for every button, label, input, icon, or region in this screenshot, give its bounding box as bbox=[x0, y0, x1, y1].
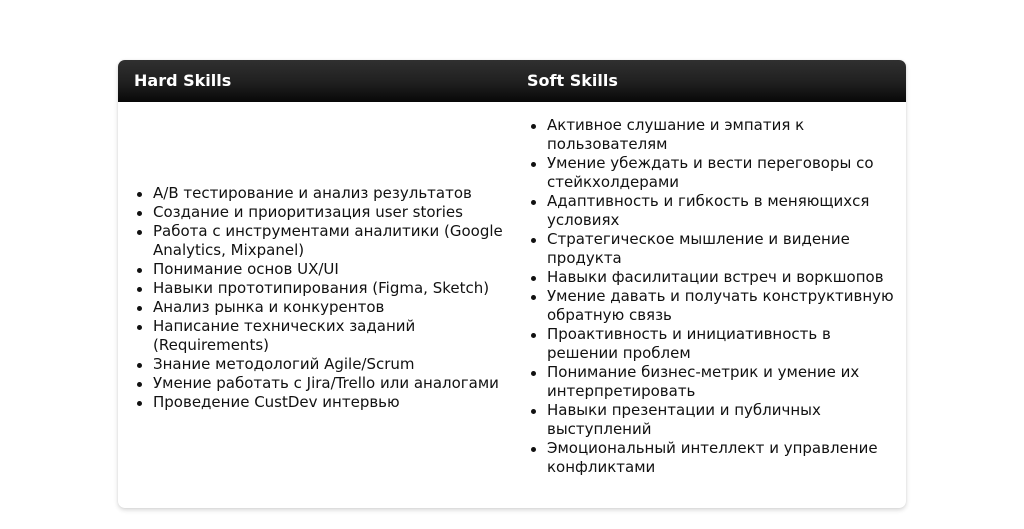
hard-skills-header: Hard Skills bbox=[134, 71, 232, 90]
soft-skills-list bbox=[547, 116, 894, 477]
list-item: Понимание основ UX/UI bbox=[153, 260, 504, 279]
list-item: Навыки презентации и публичных выступлений bbox=[547, 401, 894, 439]
list-item: Умение работать с Jira/Trello или аналогами bbox=[153, 374, 504, 393]
skills-table bbox=[118, 60, 906, 508]
soft-skills-header: Soft Skills bbox=[527, 71, 618, 90]
list-item: Умение давать и получать конструктивную обратную связь bbox=[547, 287, 894, 324]
soft-skills-column bbox=[512, 102, 906, 508]
list-item: A/B тестирование и анализ результатов bbox=[153, 184, 504, 203]
table-header bbox=[118, 60, 906, 102]
list-item: Стратегическое мышление и видение продукта bbox=[547, 230, 894, 268]
hard-skills-column bbox=[118, 102, 512, 508]
list-item: Знание методологий Agile/Scrum bbox=[153, 355, 504, 374]
list-item: Адаптивность и гибкость в меняющихся условиях bbox=[547, 192, 894, 230]
list-item: Создание и приоритизация user stories bbox=[153, 203, 504, 222]
list-item: Активное слушание и эмпатия к пользователям bbox=[547, 116, 894, 154]
list-item: Написание технических заданий (Requirements) bbox=[153, 317, 504, 355]
list-item: Проведение CustDev интервью bbox=[153, 393, 504, 412]
list-item: Навыки прототипирования (Figma, Sketch) bbox=[153, 279, 504, 298]
list-item: Эмоциональный интеллект и управление конфликтами bbox=[547, 439, 894, 477]
list-item: Анализ рынка и конкурентов bbox=[153, 298, 504, 317]
hard-skills-list bbox=[153, 184, 504, 412]
list-item: Понимание бизнес-метрик и умение их интерпретировать bbox=[547, 363, 894, 401]
list-item: Умение убеждать и вести переговоры со стейкхолдерами bbox=[547, 154, 894, 192]
table-body bbox=[118, 102, 906, 508]
list-item: Работа с инструментами аналитики (Google Analytics, Mixpanel) bbox=[153, 222, 503, 259]
list-item: Проактивность и инициативность в решении проблем bbox=[547, 325, 894, 363]
list-item: Навыки фасилитации встреч и воркшопов bbox=[547, 268, 894, 287]
